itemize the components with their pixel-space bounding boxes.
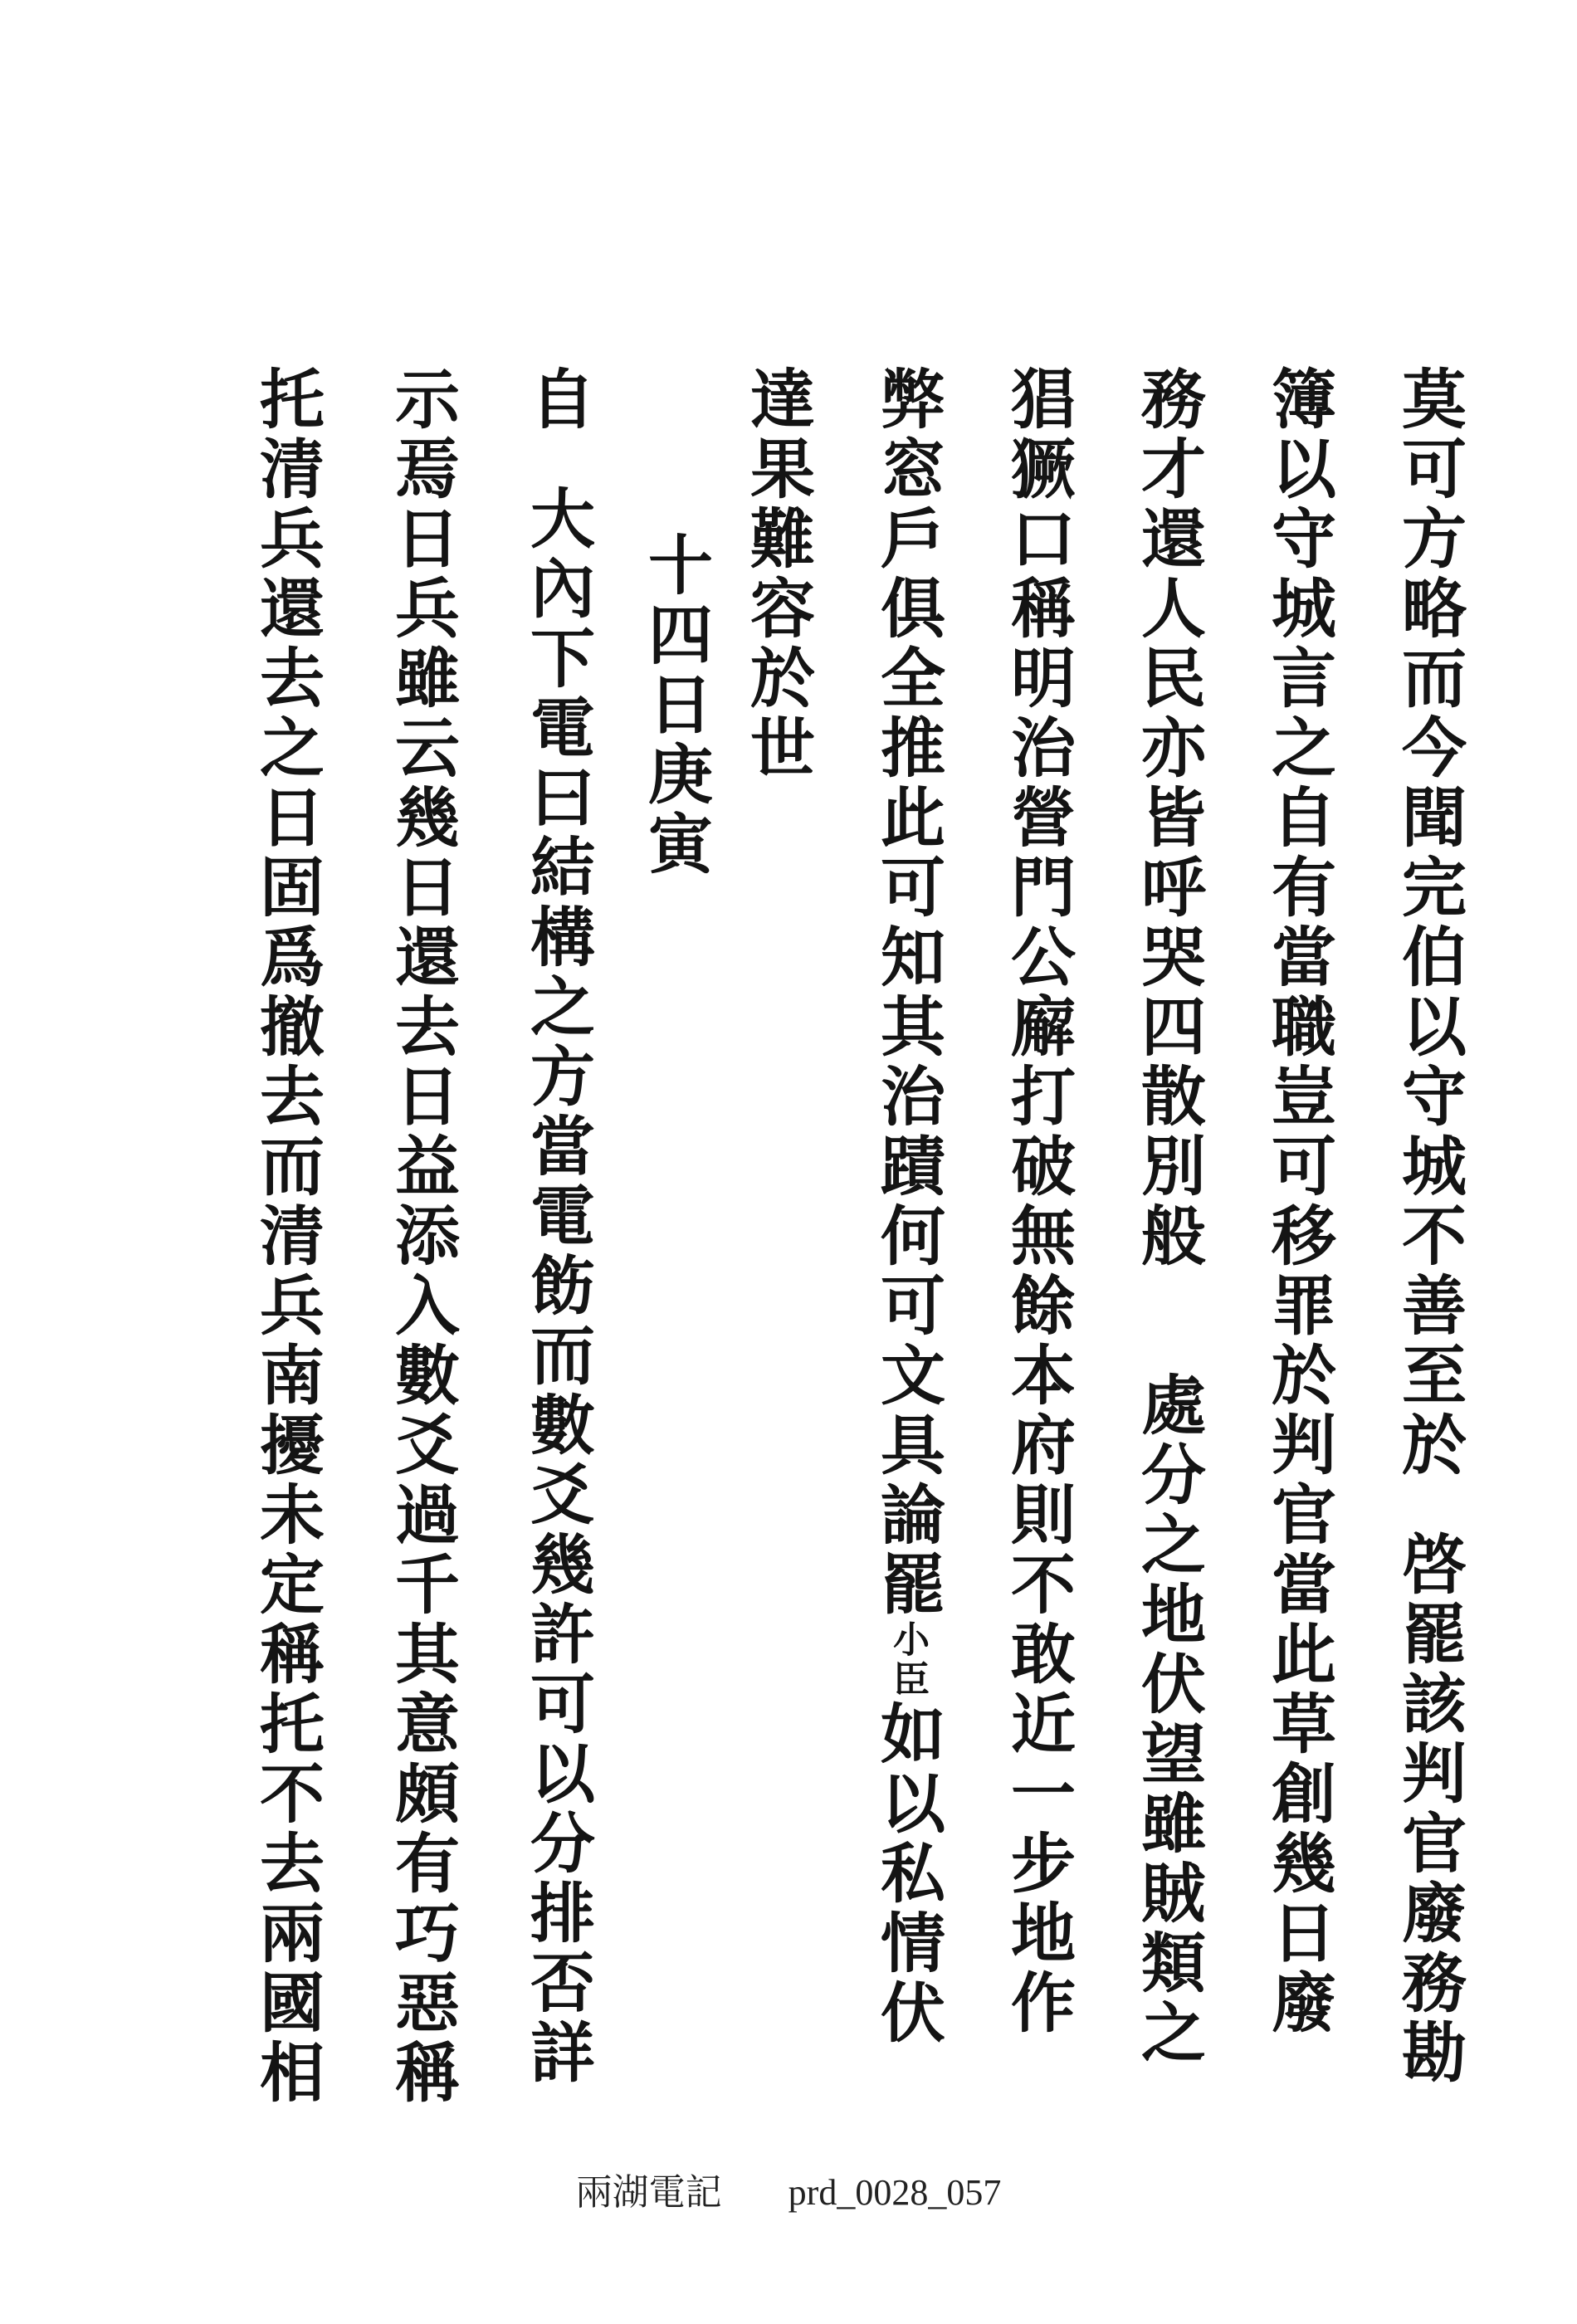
text-column-4 xyxy=(999,365,1076,2038)
small-annotation: 小臣 xyxy=(886,1620,929,1700)
text-column-8 xyxy=(519,365,595,2088)
text-column-6 xyxy=(739,365,815,784)
text-column-10 xyxy=(248,365,325,2108)
column-segment: 猖獗口稱明治營門公廨打破無餘本府則不敢近一步地作 xyxy=(1000,365,1076,2038)
text-column-9 xyxy=(383,365,460,2108)
column-segment: 啓罷該判官廢務勘 xyxy=(1391,1531,1467,2088)
column-segment: 莫可方略而今聞完伯以守城不善至於 xyxy=(1391,365,1467,1481)
column-segment: 務才還人民亦皆呼哭四散別般 xyxy=(1130,365,1206,1272)
column-segment: 弊窓戶俱全推此可知其治蹟何可文具論罷 xyxy=(870,365,945,1620)
text-column-5 xyxy=(869,365,945,2048)
footer-title: 兩湖電記 xyxy=(575,2172,722,2213)
column-segment: 示焉日兵雖云幾日還去日益添入數爻過千其意頗有巧惡稱 xyxy=(384,365,460,2108)
column-segment: 處分之地伏望雖賊類之 xyxy=(1130,1371,1206,2068)
text-column-3 xyxy=(1130,365,1206,2068)
column-segment: 簿以守城言之自有當職豈可移罪於判官當此草創幾日廢 xyxy=(1261,365,1336,2038)
column-segment: 大內下電曰結構之方當電飭而數爻幾許可以分排否詳 xyxy=(520,485,595,2088)
column-segment: 達果難容於世 xyxy=(740,365,815,784)
text-column-1 xyxy=(1390,365,1467,2088)
date-heading xyxy=(637,531,713,880)
text-column-2 xyxy=(1260,365,1336,2038)
footer-code: prd_0028_057 xyxy=(788,2172,1002,2213)
column-segment: 自 xyxy=(520,365,595,435)
column-segment: 如以私情伏 xyxy=(870,1700,945,2048)
column-segment: 托清兵還去之日固爲撤去而清兵南擾未定稱托不去兩國相 xyxy=(249,365,325,2108)
column-segment: 十四日庚寅 xyxy=(637,531,713,880)
page-footer xyxy=(0,2162,1577,2215)
